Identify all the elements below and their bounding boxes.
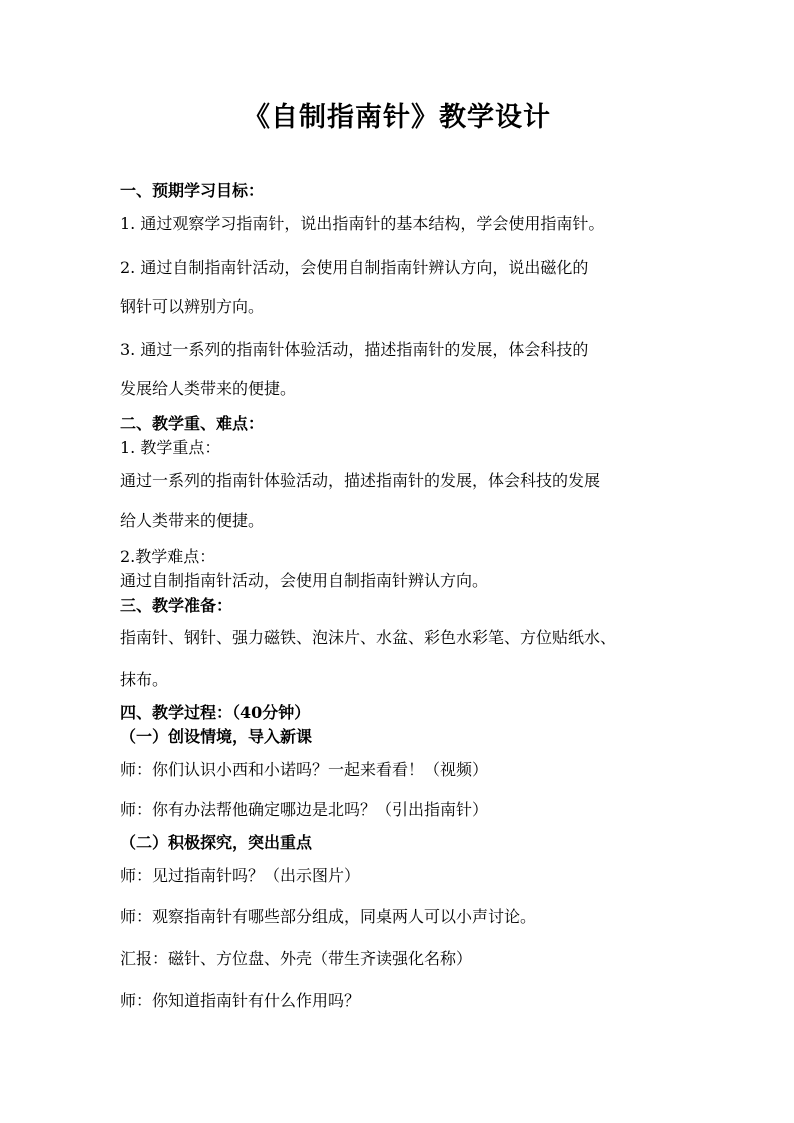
key-point-line-2: 给人类带来的便捷。: [120, 511, 265, 530]
section-heading-process: 四、教学过程：（40分钟）: [120, 703, 311, 722]
goal-item-2-line-1: 2. 通过自制指南针活动，会使用自制指南针辨认方向，说出磁化的: [120, 258, 589, 277]
goal-item-3-line-2: 发展给人类带来的便捷。: [120, 379, 297, 398]
dialogue-line-4: 师：观察指南针有哪些部分组成，同桌两人可以小声讨论。: [120, 907, 537, 926]
dialogue-line-2: 师：你有办法帮他确定哪边是北吗？（引出指南针）: [120, 800, 489, 819]
preparation-line-1: 指南针、钢针、强力磁铁、泡沫片、水盆、彩色水彩笔、方位贴纸水、: [120, 628, 617, 647]
preparation-line-2: 抹布。: [120, 670, 169, 689]
key-point-line-1: 通过一系列的指南针体验活动，描述指南针的发展，体会科技的发展: [120, 471, 601, 490]
key-point-label: 1. 教学重点：: [120, 438, 221, 457]
dialogue-line-1: 师：你们认识小西和小诺吗？一起来看看！（视频）: [120, 760, 489, 779]
difficulty-label: 2.教学难点：: [120, 547, 216, 566]
dialogue-line-3: 师：见过指南针吗？（出示图片）: [120, 866, 361, 885]
goal-item-3-line-1: 3. 通过一系列的指南针体验活动，描述指南针的发展，体会科技的: [120, 340, 589, 359]
process-part-2-heading: （二）积极探究，突出重点: [120, 833, 313, 852]
section-heading-goals: 一、预期学习目标：: [120, 181, 265, 200]
difficulty-text: 通过自制指南针活动，会使用自制指南针辨认方向。: [120, 571, 489, 590]
document-title: 《自制指南针》教学设计: [243, 102, 551, 133]
section-heading-key-points: 二、教学重、难点：: [120, 414, 265, 433]
process-part-1-heading: （一）创设情境，导入新课: [120, 727, 313, 746]
section-heading-preparation: 三、教学准备：: [120, 596, 233, 615]
goal-item-2-line-2: 钢针可以辨别方向。: [120, 297, 265, 316]
goal-item-1: 1. 通过观察学习指南针，说出指南针的基本结构，学会使用指南针。: [120, 214, 605, 233]
dialogue-line-5: 汇报：磁针、方位盘、外壳（带生齐读强化名称）: [120, 949, 473, 968]
dialogue-line-6: 师：你知道指南针有什么作用吗？: [120, 991, 361, 1010]
